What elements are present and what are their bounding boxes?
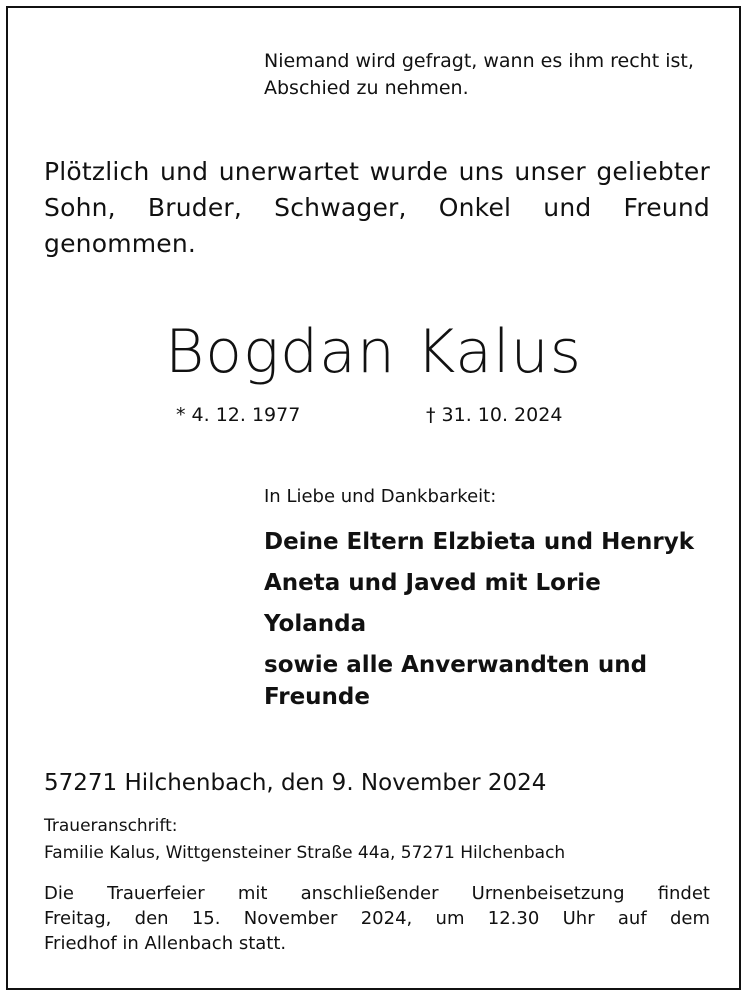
- mourner-entry: Aneta und Javed mit Lorie: [264, 570, 601, 596]
- ceremony-line: Freitag, den 15. November 2024, um 12.30 Uhr auf dem: [44, 908, 710, 929]
- birth-date: * 4. 12. 1977: [176, 404, 301, 426]
- place-date: 57271 Hilchenbach, den 9. November 2024: [44, 770, 547, 796]
- mourner-entry: Yolanda: [264, 611, 367, 637]
- death-date: † 31. 10. 2024: [426, 404, 563, 426]
- intro-line: genommen.: [44, 229, 197, 258]
- motto-line: Abschied zu nehmen.: [264, 77, 469, 99]
- intro-line: Plötzlich und unerwartet wurde uns unser geliebter: [44, 157, 710, 186]
- ceremony-line: Friedhof in Allenbach statt.: [44, 933, 287, 954]
- deceased-name: Bogdan Kalus: [165, 317, 582, 387]
- address-label: Traueranschrift:: [44, 816, 178, 836]
- motto-line: Niemand wird gefragt, wann es ihm recht ist,: [264, 50, 694, 72]
- mourners-list: [264, 526, 724, 722]
- mourner-entry: Deine Eltern Elzbieta und Henryk: [264, 529, 694, 555]
- obituary-frame: [6, 6, 741, 990]
- mourner-entry: sowie alle Anverwandten und Freunde: [264, 652, 648, 710]
- ceremony-notice: [44, 881, 710, 956]
- mourning-address: Familie Kalus, Wittgensteiner Straße 44a, 57271 Hilchenbach: [44, 843, 566, 863]
- intro-line: Sohn, Bruder, Schwager, Onkel und Freund: [44, 193, 710, 222]
- intro-text: [44, 154, 710, 262]
- mourners-intro: In Liebe und Dankbarkeit:: [264, 486, 497, 507]
- ceremony-line: Die Trauerfeier mit anschließender Urnenbeisetzung findet: [44, 883, 710, 904]
- motto-quote: [264, 48, 724, 102]
